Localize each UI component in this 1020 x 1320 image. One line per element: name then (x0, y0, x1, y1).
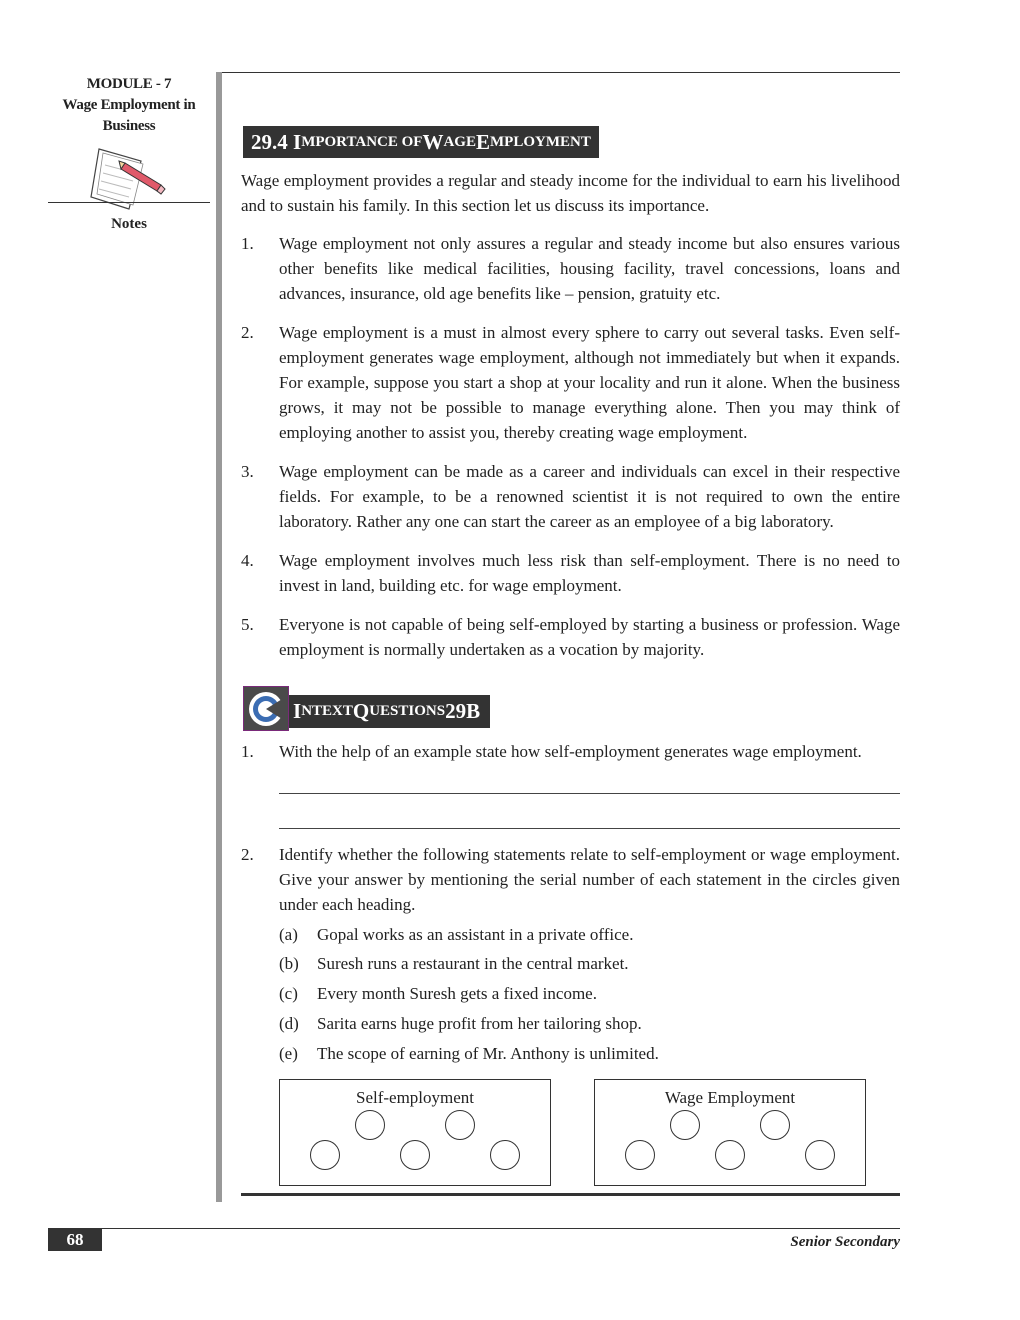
list-text: Everyone is not capable of being self-employed by starting a business or profession. Wage employment is normally undertaken as a vocation by majority. (279, 615, 900, 659)
list-number: 4. (241, 551, 254, 570)
heading-initial: I (293, 129, 302, 154)
list-number: 2. (241, 323, 254, 342)
notes-label: Notes (111, 216, 147, 232)
list-number: 3. (241, 462, 254, 481)
answer-circle[interactable] (445, 1110, 475, 1140)
list-number: 5. (241, 615, 254, 634)
question-text: Identify whether the following statements relate to self-employment or wage employment. Give your answer by mentioning the serial number of each statement in the circles given under each heading. (279, 845, 900, 914)
answer-circle[interactable] (805, 1140, 835, 1170)
statement-label: (e) (279, 1044, 298, 1063)
heading-initial: E (475, 129, 490, 154)
statement-label: (d) (279, 1014, 299, 1033)
margin-sidebar (48, 74, 210, 232)
statement-text: Gopal works as an assistant in a private office. (317, 925, 634, 944)
answer-line[interactable] (279, 793, 900, 794)
list-number: 1. (241, 234, 254, 253)
module-label: MODULE - 7 (86, 76, 172, 92)
answer-circle[interactable] (310, 1140, 340, 1170)
section-number: 29.4 (251, 129, 288, 154)
page-vertical-bar (216, 72, 222, 1202)
question-target-icon (243, 686, 289, 731)
answer-circle[interactable] (625, 1140, 655, 1170)
self-employment-box (279, 1079, 551, 1186)
heading-smallcaps: AGE (443, 133, 476, 150)
iq-smallcaps: UESTIONS (369, 703, 446, 719)
self-employment-box-title: Self-employment (355, 1088, 475, 1107)
answer-circle[interactable] (715, 1140, 745, 1170)
page-top-rule (222, 72, 900, 73)
answer-circle[interactable] (670, 1110, 700, 1140)
list-item (241, 548, 900, 598)
answer-circle[interactable] (400, 1140, 430, 1170)
list-item (241, 231, 900, 306)
question-number: 2. (241, 845, 254, 864)
statement-text: The scope of earning of Mr. Anthony is unlimited. (317, 1044, 659, 1063)
iq-initial: Q (352, 699, 370, 723)
wage-employment-box-title: Wage Employment (664, 1088, 796, 1107)
intro-paragraph: Wage employment provides a regular and steady income for the individual to earn his livelihood and to sustain his family. In this section let us discuss its importance. (241, 171, 900, 215)
heading-smallcaps: MPORTANCE OF (301, 133, 423, 150)
statement-label: (a) (279, 925, 298, 944)
list-text: Wage employment involves much less risk than self-employment. There is no need to invest in land, building etc. for wage employment. (279, 551, 900, 595)
list-text: Wage employment not only assures a regular and steady income but also ensures various other benefits like medical facilities, housing facility, travel concessions, loans and advances, insurance, old age benefits like – pension, gratuity etc. (279, 234, 900, 303)
list-item (241, 320, 900, 445)
list-text: Wage employment can be made as a career and individuals can excel in their respective fields. For example, to be a renowned scientist it is not required to own the entire laboratory. Rather any one can start the career as an employee of a big laboratory. (279, 462, 900, 531)
answer-line[interactable] (279, 828, 900, 829)
answer-circle[interactable] (355, 1110, 385, 1140)
wage-employment-box (594, 1079, 866, 1186)
heading-smallcaps: MPLOYMENT (490, 133, 591, 150)
notes-divider (48, 202, 210, 203)
question-item (241, 842, 900, 917)
statement-label: (c) (279, 984, 298, 1003)
intext-questions-title (289, 695, 490, 728)
question-number: 1. (241, 742, 254, 761)
question-text: With the help of an example state how self-employment generates wage employment. (279, 742, 862, 761)
list-item (241, 459, 900, 534)
statement-text: Every month Suresh gets a fixed income. (317, 984, 597, 1003)
statement-text: Suresh runs a restaurant in the central market. (317, 954, 629, 973)
answer-circle[interactable] (760, 1110, 790, 1140)
page-number: 68 (48, 1229, 102, 1251)
statement-label: (b) (279, 954, 299, 973)
footer-rule (48, 1228, 900, 1229)
list-item (241, 612, 900, 662)
iq-smallcaps: NTEXT (301, 703, 353, 719)
question-item (241, 739, 900, 764)
answer-circle[interactable] (490, 1140, 520, 1170)
module-subject-line1: Wage Employment in (62, 97, 196, 113)
content-bottom-rule (241, 1193, 900, 1196)
section-heading (243, 126, 599, 158)
footer-course-label: Senior Secondary (790, 1234, 900, 1250)
list-text: Wage employment is a must in almost every sphere to carry out several tasks. Even self-employment generates wage employment, although not immediately but when it expands. For example, suppose you start a shop at your locality and run it alone. When the business grows, it may not be possible to manage everything alone. Then you may think of employing another to assist you, thereby creating wage employment. (279, 323, 900, 442)
statement-text: Sarita earns huge profit from her tailoring shop. (317, 1014, 642, 1033)
iq-number: 29B (445, 699, 481, 723)
heading-initial: W (422, 129, 444, 154)
module-subject-line2: Business (102, 118, 156, 134)
iq-initial: I (293, 699, 302, 723)
